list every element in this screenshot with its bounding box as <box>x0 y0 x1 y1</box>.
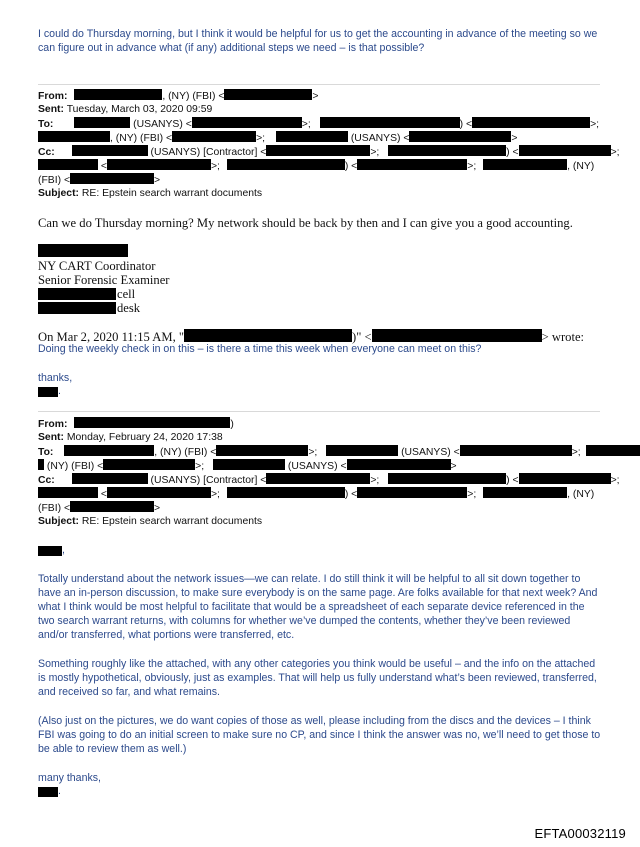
quote-header: On Mar 2, 2020 11:15 AM, " )" < > wrote: <box>38 330 585 344</box>
cc-line-2: < >; ) < >; , (NY) <box>38 487 594 502</box>
subject-line: Subject: RE: Epstein search warrant documents <box>38 188 263 199</box>
redaction-block <box>72 145 148 156</box>
from-line: From: ) <box>38 419 234 430</box>
cc-line-2: < >; ) < >; , (NY) <box>38 159 594 174</box>
redaction-block <box>460 445 572 456</box>
redaction-block <box>216 445 308 456</box>
redaction-block <box>192 117 302 128</box>
cc-line: Cc: (USANYS) [Contractor] < >; ) < >; <box>38 475 620 486</box>
body-line: and received so far, and what remains. <box>38 686 220 698</box>
redaction-block <box>72 473 148 484</box>
body-line: is mostly hypothetical, obviously, just as examples. That will help us fully understand what’s been reviewed, transferred, <box>38 672 597 684</box>
redaction-block <box>38 387 58 397</box>
redaction-block <box>388 473 506 484</box>
redaction-block <box>276 131 348 142</box>
from-line: From: , (NY) (FBI) < > <box>38 91 319 102</box>
redaction-block <box>483 487 567 498</box>
redaction-block <box>38 459 44 470</box>
signature-title-2: Senior Forensic Examiner <box>38 273 170 287</box>
redaction-block <box>70 173 154 184</box>
closing-text: many thanks, <box>38 772 102 784</box>
redaction-block <box>357 159 467 170</box>
top-paragraph-line-1: I could do Thursday morning, but I think it would be helpful for us to get the accounting in advance of the meeting so we <box>38 28 598 40</box>
body-line: (Also just on the pictures, we do want copies of those as well, please including from the discs and the devices – I think <box>38 715 591 727</box>
redaction-block <box>172 131 256 142</box>
signature-desk-label: desk <box>117 301 141 315</box>
body-line: be able to review them as well.) <box>38 743 187 755</box>
redaction-block <box>266 473 370 484</box>
redaction-block <box>266 145 370 156</box>
cc-line: Cc: (USANYS) [Contractor] < >; ) < >; <box>38 147 620 158</box>
redaction-block <box>107 159 211 170</box>
redaction-block <box>357 487 467 498</box>
body-line: what I think would be most helpful to facilitate that would be a spreadsheet of each separate device referenced in the <box>38 601 585 613</box>
redaction-block <box>38 131 110 142</box>
document-id: EFTA00032119 <box>534 826 626 841</box>
redaction-block <box>107 487 211 498</box>
redaction-block <box>224 89 312 100</box>
redaction-block <box>38 288 116 300</box>
body-line: have an in-person discussion, to make sure everybody is on the same page. Are folks available for that next week? And <box>38 587 598 599</box>
redaction-block <box>519 473 611 484</box>
redaction-block <box>519 145 611 156</box>
redaction-block <box>372 329 542 342</box>
redaction-block <box>184 329 352 342</box>
redaction-block <box>472 117 590 128</box>
to-line-2: (NY) (FBI) < >; (USANYS) < > <box>38 459 457 474</box>
redaction-block <box>38 302 116 314</box>
redaction-block <box>409 131 511 142</box>
to-line: To: (USANYS) < >; ) < >; <box>38 119 600 130</box>
signature-title-1: NY CART Coordinator <box>38 259 156 273</box>
body-line: Something roughly like the attached, with any other categories you think would be useful – and the info on the attached <box>38 658 596 670</box>
redaction-block <box>38 546 62 556</box>
cc-line-3: (FBI) < > <box>38 175 161 186</box>
redaction-block <box>103 459 195 470</box>
redaction-block <box>74 89 162 100</box>
separator-rule <box>38 411 600 412</box>
redaction-block <box>227 487 345 498</box>
signature-cell-label: cell <box>117 287 136 301</box>
redaction-block <box>64 445 154 456</box>
redaction-block <box>70 501 154 512</box>
redaction-block <box>213 459 285 470</box>
sent-line: Sent: Tuesday, March 03, 2020 09:59 <box>38 104 213 115</box>
redaction-block <box>347 459 451 470</box>
reply-body: Can we do Thursday morning? My network should be back by then and I can give you a good accounting. <box>38 216 573 230</box>
separator-rule <box>38 84 600 85</box>
body-line: and/or transferred, what portions were transferred, etc. <box>38 629 295 641</box>
top-paragraph-line-2: can figure out in advance what (if any) additional steps we need – is that possible? <box>38 42 425 54</box>
subject-line: Subject: RE: Epstein search warrant documents <box>38 516 263 527</box>
redaction-block <box>38 244 128 257</box>
redaction-block <box>38 487 98 498</box>
redaction-block <box>74 117 130 128</box>
redaction-block <box>320 117 460 128</box>
redaction-block <box>483 159 567 170</box>
redaction-block <box>326 445 398 456</box>
cc-line-3: (FBI) < > <box>38 503 161 514</box>
body-line: FBI was going to do an initial screen to make sure no CP, and since I think the answer was no, we’ll need to get those to <box>38 729 601 741</box>
to-line: To: , (NY) (FBI) < >; (USANYS) < >; <box>38 445 640 460</box>
thanks-text: thanks, <box>38 372 73 384</box>
redaction-block <box>227 159 345 170</box>
redaction-block <box>38 159 98 170</box>
body-line: two search warrant returns, with columns for whether we’ve dumped the contents, whether they’ve been reviewed <box>38 615 571 627</box>
redaction-block <box>74 417 230 428</box>
quoted-body: Doing the weekly check in on this – is there a time this week when everyone can meet on this? <box>38 343 482 355</box>
body-line: Totally understand about the network issues—we can relate. I do still think it will be helpful to all sit down together to <box>38 573 581 585</box>
to-line-2: , (NY) (FBI) < >; (USANYS) < > <box>38 131 518 146</box>
redaction-block <box>388 145 506 156</box>
sent-line: Sent: Monday, February 24, 2020 17:38 <box>38 432 223 443</box>
redaction-block <box>586 445 640 456</box>
redaction-block <box>38 787 58 797</box>
